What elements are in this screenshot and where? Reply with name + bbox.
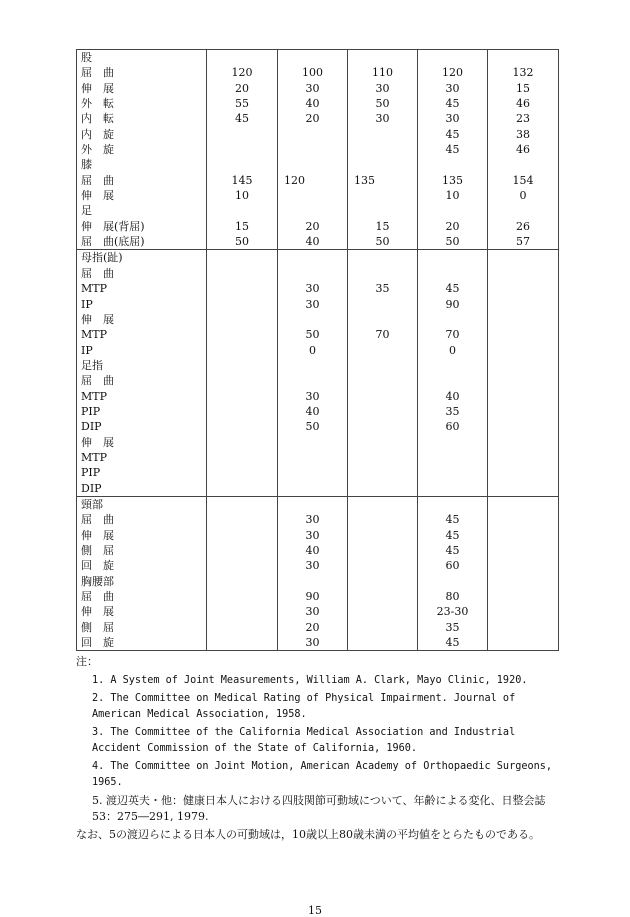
value-cell-source-3: 70 [348, 327, 418, 342]
value-cell-source-3 [348, 450, 418, 465]
value-cell-source-5 [488, 512, 559, 527]
value-cell-source-4 [418, 481, 488, 497]
motion-label: 屈 曲(底屈) [77, 234, 207, 250]
value-cell-source-5: 0 [488, 188, 559, 203]
motion-label: MTP [77, 389, 207, 404]
motion-label: 伸 展 [77, 81, 207, 96]
value-cell-source-3 [348, 620, 418, 635]
motion-label: 回 旋 [77, 635, 207, 651]
value-cell-source-2 [278, 574, 348, 589]
value-cell-source-2: 40 [278, 543, 348, 558]
value-cell-source-3 [348, 512, 418, 527]
value-cell-source-2 [278, 481, 348, 497]
value-cell-source-4 [418, 358, 488, 373]
value-cell-source-4 [418, 157, 488, 172]
value-cell-source-3 [348, 358, 418, 373]
value-cell-source-1 [207, 620, 278, 635]
table-row [77, 127, 559, 142]
value-cell-source-2: 30 [278, 635, 348, 651]
value-cell-source-5: 132 [488, 65, 559, 80]
page-number: 15 [308, 904, 322, 917]
value-cell-source-5 [488, 389, 559, 404]
value-cell-source-5 [488, 528, 559, 543]
value-cell-source-5 [488, 481, 559, 497]
value-cell-source-5 [488, 419, 559, 434]
table-row [77, 481, 559, 497]
value-cell-source-2: 30 [278, 512, 348, 527]
section-heading: 胸腰部 [77, 574, 207, 589]
motion-label: MTP [77, 281, 207, 296]
value-cell-source-1 [207, 435, 278, 450]
value-cell-source-3 [348, 373, 418, 388]
value-cell-source-3: 30 [348, 111, 418, 126]
value-cell-source-2: 40 [278, 96, 348, 111]
value-cell-source-4: 40 [418, 389, 488, 404]
value-cell-source-1 [207, 481, 278, 497]
table-row [77, 142, 559, 157]
value-cell-source-1 [207, 465, 278, 480]
value-cell-source-2 [278, 312, 348, 327]
table-row [77, 234, 559, 250]
motion-label: 屈 曲 [77, 589, 207, 604]
value-cell-source-3 [348, 558, 418, 573]
value-cell-source-5: 15 [488, 81, 559, 96]
value-cell-source-1 [207, 528, 278, 543]
note-item-3: 3. The Committee of the California Medical Association and Industrial Accident Commission of the State of California, 1960. [92, 727, 516, 754]
value-cell-source-3: 50 [348, 96, 418, 111]
motion-label: 側 屈 [77, 620, 207, 635]
value-cell-source-1: 10 [207, 188, 278, 203]
value-cell-source-1 [207, 574, 278, 589]
value-cell-source-2 [278, 358, 348, 373]
value-cell-source-1 [207, 512, 278, 527]
section-heading: 膝 [77, 157, 207, 172]
value-cell-source-5: 38 [488, 127, 559, 142]
motion-label: 内 転 [77, 111, 207, 126]
motion-label: DIP [77, 419, 207, 434]
value-cell-source-1 [207, 543, 278, 558]
notes-heading: 注： [76, 655, 98, 668]
table-row [77, 111, 559, 126]
section-heading: 母指(趾) [77, 250, 207, 266]
value-cell-source-5 [488, 620, 559, 635]
table-row [77, 589, 559, 604]
table-row [77, 574, 559, 589]
table-row [77, 343, 559, 358]
table-row [77, 435, 559, 450]
motion-label: 伸 展(背屈) [77, 219, 207, 234]
table-row [77, 81, 559, 96]
motion-label: DIP [77, 481, 207, 497]
note-item-5: 5. 渡辺英夫・他：健康日本人における四肢関節可動域について、年齢による変化、日整会誌53：275―291, 1979. [92, 794, 546, 823]
value-cell-source-2 [278, 465, 348, 480]
value-cell-source-1 [207, 142, 278, 157]
table-row [77, 528, 559, 543]
value-cell-source-4: 35 [418, 404, 488, 419]
table-row [77, 188, 559, 203]
motion-label: MTP [77, 327, 207, 342]
value-cell-source-2 [278, 157, 348, 172]
table-row [77, 604, 559, 619]
table-row [77, 404, 559, 419]
value-cell-source-4 [418, 266, 488, 281]
value-cell-source-3 [348, 50, 418, 66]
motion-label: IP [77, 343, 207, 358]
value-cell-source-5 [488, 312, 559, 327]
value-cell-source-1: 15 [207, 219, 278, 234]
table-row [77, 266, 559, 281]
value-cell-source-1 [207, 558, 278, 573]
value-cell-source-1: 50 [207, 234, 278, 250]
value-cell-source-2: 30 [278, 604, 348, 619]
motion-label: PIP [77, 404, 207, 419]
value-cell-source-2: 30 [278, 297, 348, 312]
value-cell-source-3: 15 [348, 219, 418, 234]
motion-label: 屈 曲 [77, 173, 207, 188]
value-cell-source-4: 45 [418, 127, 488, 142]
value-cell-source-3 [348, 481, 418, 497]
value-cell-source-1 [207, 373, 278, 388]
value-cell-source-4: 45 [418, 528, 488, 543]
value-cell-source-2: 30 [278, 528, 348, 543]
motion-label: PIP [77, 465, 207, 480]
value-cell-source-4 [418, 250, 488, 266]
value-cell-source-1 [207, 127, 278, 142]
value-cell-source-2: 90 [278, 589, 348, 604]
section-heading: 股 [77, 50, 207, 66]
value-cell-source-3: 35 [348, 281, 418, 296]
value-cell-source-1 [207, 343, 278, 358]
table-row [77, 419, 559, 434]
table-row [77, 250, 559, 266]
value-cell-source-3 [348, 188, 418, 203]
value-cell-source-1 [207, 389, 278, 404]
value-cell-source-1 [207, 312, 278, 327]
value-cell-source-4: 30 [418, 111, 488, 126]
value-cell-source-4 [418, 574, 488, 589]
value-cell-source-2 [278, 373, 348, 388]
value-cell-source-4: 60 [418, 558, 488, 573]
value-cell-source-4: 60 [418, 419, 488, 434]
value-cell-source-4: 80 [418, 589, 488, 604]
value-cell-source-5 [488, 604, 559, 619]
value-cell-source-1 [207, 358, 278, 373]
value-cell-source-1: 145 [207, 173, 278, 188]
motion-label: 外 旋 [77, 142, 207, 157]
value-cell-source-3 [348, 389, 418, 404]
table-row [77, 157, 559, 172]
value-cell-source-2: 100 [278, 65, 348, 80]
value-cell-source-1 [207, 419, 278, 434]
motion-label: 回 旋 [77, 558, 207, 573]
value-cell-source-4 [418, 496, 488, 512]
value-cell-source-4: 90 [418, 297, 488, 312]
value-cell-source-3 [348, 157, 418, 172]
value-cell-source-3 [348, 604, 418, 619]
value-cell-source-2 [278, 188, 348, 203]
value-cell-source-3 [348, 203, 418, 218]
value-cell-source-4: 135 [418, 173, 488, 188]
value-cell-source-5 [488, 404, 559, 419]
value-cell-source-1: 120 [207, 65, 278, 80]
value-cell-source-4: 35 [418, 620, 488, 635]
motion-label: 屈 曲 [77, 266, 207, 281]
value-cell-source-2: 40 [278, 404, 348, 419]
value-cell-source-3: 50 [348, 234, 418, 250]
table-row [77, 635, 559, 651]
value-cell-source-4 [418, 435, 488, 450]
value-cell-source-5 [488, 297, 559, 312]
value-cell-source-3 [348, 419, 418, 434]
value-cell-source-3 [348, 404, 418, 419]
section-heading: 頸部 [77, 496, 207, 512]
value-cell-source-2 [278, 450, 348, 465]
value-cell-source-1 [207, 250, 278, 266]
value-cell-source-1 [207, 496, 278, 512]
value-cell-source-2: 20 [278, 111, 348, 126]
value-cell-source-2: 50 [278, 419, 348, 434]
table-row [77, 620, 559, 635]
value-cell-source-1 [207, 297, 278, 312]
value-cell-source-5 [488, 343, 559, 358]
section-heading: 足指 [77, 358, 207, 373]
table-row [77, 65, 559, 80]
value-cell-source-1 [207, 157, 278, 172]
note-item-4: 4. The Committee on Joint Motion, American Academy of Orthopaedic Surgeons, 1965. [92, 761, 553, 788]
table-row [77, 173, 559, 188]
value-cell-source-2: 20 [278, 620, 348, 635]
value-cell-source-2: 30 [278, 558, 348, 573]
value-cell-source-5 [488, 543, 559, 558]
value-cell-source-5: 46 [488, 96, 559, 111]
value-cell-source-5 [488, 327, 559, 342]
table-row [77, 465, 559, 480]
table-row [77, 450, 559, 465]
value-cell-source-5 [488, 281, 559, 296]
value-cell-source-1 [207, 327, 278, 342]
value-cell-source-2: 50 [278, 327, 348, 342]
value-cell-source-5 [488, 496, 559, 512]
value-cell-source-5 [488, 574, 559, 589]
value-cell-source-4: 45 [418, 281, 488, 296]
table-row [77, 219, 559, 234]
notes-final-remark: なお、5の渡辺らによる日本人の可動域は，10歳以上80歳未満の平均値をとらたものである。 [76, 828, 540, 841]
value-cell-source-5 [488, 203, 559, 218]
value-cell-source-1 [207, 450, 278, 465]
motion-label: 伸 展 [77, 604, 207, 619]
value-cell-source-5: 154 [488, 173, 559, 188]
table-row [77, 312, 559, 327]
value-cell-source-3 [348, 465, 418, 480]
table-row [77, 203, 559, 218]
value-cell-source-5 [488, 250, 559, 266]
value-cell-source-3: 110 [348, 65, 418, 80]
table-row [77, 50, 559, 66]
value-cell-source-2 [278, 142, 348, 157]
motion-label: 伸 展 [77, 528, 207, 543]
table-row [77, 297, 559, 312]
value-cell-source-4: 0 [418, 343, 488, 358]
value-cell-source-3 [348, 297, 418, 312]
value-cell-source-5 [488, 373, 559, 388]
value-cell-source-5 [488, 589, 559, 604]
value-cell-source-2: 120 [278, 173, 348, 188]
notes-block [76, 654, 560, 843]
table-row [77, 389, 559, 404]
value-cell-source-4 [418, 50, 488, 66]
value-cell-source-1 [207, 404, 278, 419]
value-cell-source-5 [488, 450, 559, 465]
table-row [77, 512, 559, 527]
value-cell-source-4 [418, 465, 488, 480]
value-cell-source-5 [488, 435, 559, 450]
value-cell-source-2: 20 [278, 219, 348, 234]
value-cell-source-3 [348, 528, 418, 543]
motion-label: IP [77, 297, 207, 312]
value-cell-source-4 [418, 203, 488, 218]
table-row [77, 358, 559, 373]
value-cell-source-5: 57 [488, 234, 559, 250]
value-cell-source-1 [207, 281, 278, 296]
value-cell-source-4 [418, 312, 488, 327]
table-body [77, 50, 559, 651]
value-cell-source-5 [488, 635, 559, 651]
value-cell-source-4: 45 [418, 142, 488, 157]
value-cell-source-2 [278, 496, 348, 512]
value-cell-source-4: 50 [418, 234, 488, 250]
value-cell-source-3 [348, 127, 418, 142]
value-cell-source-4: 45 [418, 512, 488, 527]
value-cell-source-1 [207, 266, 278, 281]
value-cell-source-1 [207, 635, 278, 651]
value-cell-source-3 [348, 142, 418, 157]
value-cell-source-2: 30 [278, 281, 348, 296]
value-cell-source-3 [348, 250, 418, 266]
motion-label: 外 転 [77, 96, 207, 111]
value-cell-source-4: 45 [418, 635, 488, 651]
value-cell-source-4: 70 [418, 327, 488, 342]
section-heading: 足 [77, 203, 207, 218]
motion-label: 側 屈 [77, 543, 207, 558]
value-cell-source-2 [278, 250, 348, 266]
value-cell-source-2: 30 [278, 389, 348, 404]
motion-label: MTP [77, 450, 207, 465]
value-cell-source-3 [348, 635, 418, 651]
motion-label: 屈 曲 [77, 373, 207, 388]
value-cell-source-5 [488, 50, 559, 66]
value-cell-source-3 [348, 496, 418, 512]
note-item-2: 2. The Committee on Medical Rating of Physical Impairment. Journal of American Medical Association, 1958. [92, 693, 516, 720]
motion-label: 伸 展 [77, 312, 207, 327]
motion-label: 内 旋 [77, 127, 207, 142]
value-cell-source-3: 30 [348, 81, 418, 96]
table-row [77, 281, 559, 296]
value-cell-source-4: 30 [418, 81, 488, 96]
value-cell-source-5 [488, 465, 559, 480]
value-cell-source-1 [207, 604, 278, 619]
value-cell-source-1: 20 [207, 81, 278, 96]
value-cell-source-2 [278, 435, 348, 450]
value-cell-source-5: 46 [488, 142, 559, 157]
table-row [77, 373, 559, 388]
table-row [77, 496, 559, 512]
value-cell-source-2: 0 [278, 343, 348, 358]
value-cell-source-5 [488, 358, 559, 373]
value-cell-source-1: 45 [207, 111, 278, 126]
table-row [77, 543, 559, 558]
value-cell-source-1: 55 [207, 96, 278, 111]
value-cell-source-3 [348, 266, 418, 281]
value-cell-source-5 [488, 266, 559, 281]
value-cell-source-5 [488, 558, 559, 573]
table-row [77, 327, 559, 342]
value-cell-source-4 [418, 450, 488, 465]
motion-label: 屈 曲 [77, 65, 207, 80]
value-cell-source-3 [348, 543, 418, 558]
value-cell-source-3 [348, 435, 418, 450]
value-cell-source-4: 23-30 [418, 604, 488, 619]
value-cell-source-4: 45 [418, 96, 488, 111]
value-cell-source-3 [348, 312, 418, 327]
table-row [77, 96, 559, 111]
value-cell-source-5 [488, 157, 559, 172]
value-cell-source-5: 23 [488, 111, 559, 126]
value-cell-source-3 [348, 574, 418, 589]
value-cell-source-4 [418, 373, 488, 388]
motion-label: 屈 曲 [77, 512, 207, 527]
value-cell-source-4: 120 [418, 65, 488, 80]
value-cell-source-1 [207, 203, 278, 218]
value-cell-source-1 [207, 589, 278, 604]
value-cell-source-2 [278, 50, 348, 66]
value-cell-source-2 [278, 203, 348, 218]
value-cell-source-1 [207, 50, 278, 66]
value-cell-source-4: 45 [418, 543, 488, 558]
value-cell-source-2: 30 [278, 81, 348, 96]
value-cell-source-3: 135 [348, 173, 418, 188]
range-of-motion-table [76, 49, 559, 651]
motion-label: 伸 展 [77, 188, 207, 203]
value-cell-source-5: 26 [488, 219, 559, 234]
value-cell-source-2: 40 [278, 234, 348, 250]
value-cell-source-2 [278, 127, 348, 142]
value-cell-source-4: 10 [418, 188, 488, 203]
value-cell-source-4: 20 [418, 219, 488, 234]
note-item-1: 1. A System of Joint Measurements, William A. Clark, Mayo Clinic, 1920. [92, 675, 528, 686]
motion-label: 伸 展 [77, 435, 207, 450]
value-cell-source-2 [278, 266, 348, 281]
table-row [77, 558, 559, 573]
value-cell-source-3 [348, 589, 418, 604]
value-cell-source-3 [348, 343, 418, 358]
